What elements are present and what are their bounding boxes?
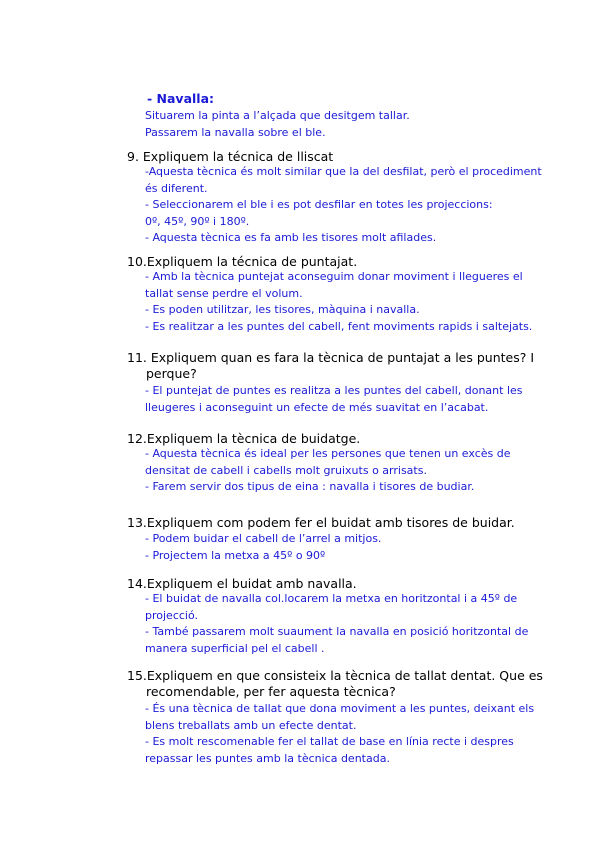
answer-line: - Seleccionarem el ble i es pot desfilar en totes les projeccions: [145, 198, 493, 211]
answer-line: tallat sense perdre el volum. [145, 286, 303, 300]
answer-line: - És una tècnica de tallat que dona moviment a les puntes, deixant els [145, 702, 535, 715]
question-13: 13.Expliquem com podem fer el buidat amb tisores de buidar. [127, 515, 515, 530]
answer-line: - Es poden utilitzar, les tisores, màquina i navalla. [145, 303, 420, 316]
answer-13 [145, 531, 545, 564]
navalla-answer [145, 108, 545, 141]
answer-line: 0º, 45º, 90º i 180º. [145, 214, 250, 228]
question-11 [127, 350, 534, 382]
answer-line: -Aquesta tècnica és molt similar que la del desfilat, però el procediment [145, 165, 542, 178]
navalla-heading: - Navalla: [147, 91, 215, 106]
answer-line: blens treballats amb un efecte dentat. [145, 718, 357, 732]
answer-line: Passarem la navalla sobre el ble. [145, 125, 326, 139]
answer-line: - Projectem la metxa a 45º o 90º [145, 548, 326, 562]
answer-line: - Farem servir dos tipus de eina : navalla i tisores de budiar. [145, 480, 475, 493]
question-10: 10.Expliquem la técnica de puntajat. [127, 254, 358, 269]
answer-12 [145, 446, 545, 496]
answer-line: - També passarem molt suaument la navalla en posició horitzontal de [145, 625, 529, 638]
answer-10 [145, 269, 545, 335]
question-15 [127, 668, 543, 700]
answer-line: - Es molt rescomenable fer el tallat de base en línia recte i despres [145, 735, 514, 748]
question-9: 9. Expliquem la técnica de lliscat [127, 149, 334, 164]
answer-line: és diferent. [145, 181, 208, 195]
answer-line: lleugeres i aconseguint un efecte de més suavitat en l’acabat. [145, 400, 489, 414]
answer-line: Situarem la pinta a l’alçada que desitgem tallar. [145, 109, 410, 122]
answer-line: manera superficial pel el cabell . [145, 641, 325, 655]
answer-line: - El buidat de navalla col.locarem la metxa en horitzontal i a 45º de [145, 592, 518, 605]
question-line: recomendable, per fer aquesta tècnica? [146, 684, 396, 699]
question-line: perque? [146, 366, 197, 381]
answer-line: projecció. [145, 608, 199, 622]
question-14: 14.Expliquem el buidat amb navalla. [127, 576, 357, 591]
question-12: 12.Expliquem la tècnica de buidatge. [127, 431, 361, 446]
answer-line: - Aquesta tècnica es fa amb les tisores molt afilades. [145, 231, 437, 244]
answer-line: - El puntejat de puntes es realitza a les puntes del cabell, donant les [145, 384, 523, 397]
answer-line: - Podem buidar el cabell de l’arrel a mitjos. [145, 532, 382, 545]
answer-line: - Amb la tècnica puntejat aconseguim donar moviment i llegueres el [145, 270, 523, 283]
answer-11 [145, 383, 545, 416]
answer-line: - Aquesta tècnica és ideal per les persones que tenen un excès de [145, 447, 511, 460]
answer-line: - Es realitzar a les puntes del cabell, fent moviments rapids i saltejats. [145, 319, 533, 333]
question-line: 15.Expliquem en que consisteix la tècnica de tallat dentat. Que es [127, 668, 543, 683]
answer-14 [145, 591, 545, 657]
answer-line: repassar les puntes amb la tècnica dentada. [145, 751, 390, 765]
answer-9 [145, 164, 545, 247]
answer-15 [145, 701, 545, 767]
question-line: 11. Expliquem quan es fara la tècnica de puntajat a les puntes? I [127, 350, 535, 365]
answer-line: densitat de cabell i cabells molt gruixuts o arrisats. [145, 463, 427, 477]
